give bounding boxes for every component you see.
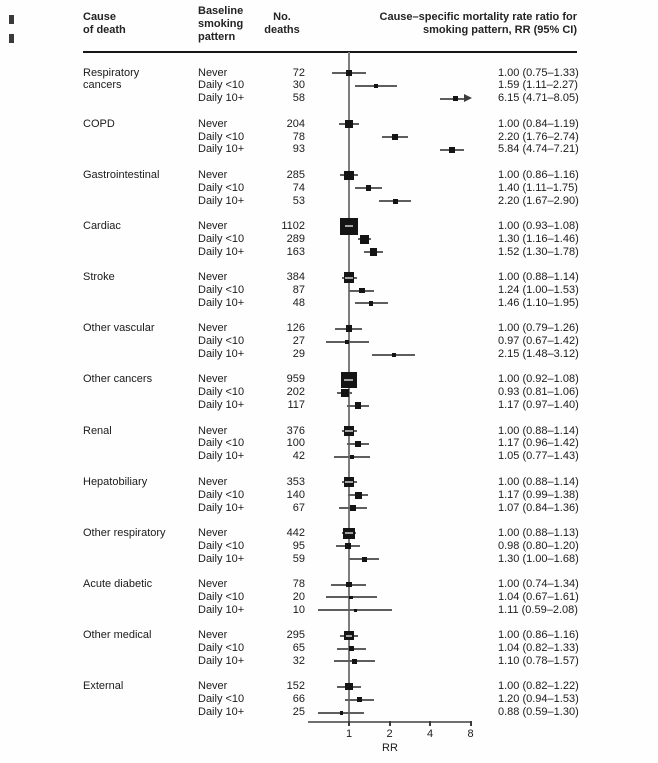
rr-value: 1.59 (1.11–2.27) [498,79,578,92]
col-header-pattern-line3: pattern [198,31,236,43]
deaths-value: 30 [292,79,305,92]
cause-label: Stroke [83,271,115,284]
rr-value: 1.17 (0.99–1.38) [498,488,579,501]
cause-label: Hepatobiliary [83,475,148,488]
col-header-deaths-line1: No. [273,11,291,23]
pattern-label: Daily 10+ [198,399,245,412]
rr-value: 1.00 (0.88–1.13) [498,526,579,539]
deaths-value: 32 [292,654,305,667]
deaths-value: 78 [292,130,305,143]
pattern-label: Never [198,629,228,642]
axis-tick [470,721,472,726]
rr-marker [345,120,353,128]
col-header-cause-line2: of death [83,24,126,36]
pattern-label: Daily 10+ [198,348,245,361]
rr-value: 1.00 (0.74–1.34) [498,578,579,590]
cause-label: COPD [83,117,115,130]
deaths-value: 42 [292,450,305,463]
cause-label: External [83,680,124,693]
deaths-value: 29 [292,348,305,361]
rr-value: 2.20 (1.67–2.90) [498,194,579,207]
pattern-label: Daily <10 [198,79,245,92]
deaths-value: 204 [286,117,305,130]
pattern-label: Never [198,322,228,335]
pattern-label: Daily <10 [198,437,245,450]
deaths-value: 959 [286,373,305,386]
x-axis-label: RR [382,742,398,754]
deaths-value: 117 [287,399,305,412]
pattern-label: Daily 10+ [198,92,245,105]
rr-value: 1.52 (1.30–1.78) [498,245,579,258]
rr-marker [349,596,353,600]
deaths-value: 202 [286,386,305,399]
pattern-label: Daily <10 [198,130,245,143]
deaths-value: 25 [292,706,305,719]
pattern-label: Never [198,117,228,130]
rr-marker [345,683,352,690]
pattern-label: Daily <10 [198,386,245,399]
deaths-value: 65 [292,642,305,655]
rr-marker [346,325,353,332]
pattern-label: Never [198,680,228,693]
pattern-label: Daily <10 [198,284,245,296]
cause-label: Renal [83,424,112,437]
pattern-label: Never [198,373,228,386]
col-header-cause-line1: Cause [83,11,117,23]
cause-label: Acute diabetic [83,578,153,590]
cause-label: Cardiac [83,219,121,232]
rr-value: 1.00 (0.82–1.22) [498,680,579,693]
deaths-value: 27 [292,335,305,348]
rr-value: 6.15 (4.71–8.05) [498,92,579,105]
rr-marker [346,582,352,588]
rr-value: 1.00 (0.88–1.14) [498,424,579,437]
deaths-value: 58 [292,92,305,105]
rr-value: 1.00 (0.86–1.16) [498,629,579,642]
pattern-label: Daily 10+ [198,552,245,565]
deaths-value: 10 [292,603,305,616]
left-margin-artifact [9,34,14,43]
deaths-value: 442 [286,526,305,539]
deaths-value: 74 [292,181,305,194]
deaths-value: 93 [292,143,305,156]
col-header-pattern-line1: Baseline [198,5,244,17]
pattern-label: Never [198,475,228,488]
deaths-value: 289 [286,232,305,245]
deaths-value: 285 [286,168,305,181]
rr-value: 1.07 (0.84–1.36) [498,501,579,514]
rr-value: 1.17 (0.97–1.40) [498,399,579,412]
deaths-value: 353 [286,475,305,488]
rr-value: 2.20 (1.76–2.74) [498,130,579,143]
deaths-value: 20 [292,590,305,603]
pattern-label: Never [198,271,228,284]
axis-tick-label: 4 [426,728,434,740]
rr-marker [393,199,398,204]
rr-marker [346,70,351,75]
rr-value: 1.40 (1.11–1.75) [498,181,578,194]
cause-label: cancers [83,79,122,92]
rr-value: 1.05 (0.77–1.43) [498,450,579,463]
rr-marker [345,543,351,549]
pattern-label: Daily <10 [198,335,245,348]
ci-line-overlay [345,225,354,227]
rr-marker [355,492,362,499]
pattern-label: Never [198,219,228,232]
cause-label: Other cancers [83,373,153,386]
rr-value: 1.20 (0.94–1.53) [498,693,579,706]
rr-value: 1.00 (0.75–1.33) [498,66,579,79]
rr-value: 1.24 (1.00–1.53) [498,284,579,296]
header-separator-line [83,51,577,53]
left-margin-artifact [9,15,14,24]
rr-marker [453,96,458,101]
rr-marker [350,505,355,510]
rr-value: 0.97 (0.67–1.42) [498,335,579,348]
rr-value: 1.46 (1.10–1.95) [498,296,579,309]
rr-value: 1.30 (1.00–1.68) [498,552,579,565]
rr-marker [362,557,367,562]
axis-tick-label: 8 [467,728,474,740]
rr-marker [374,84,378,88]
pattern-label: Daily <10 [198,590,245,603]
rr-marker [392,134,398,140]
cause-label: Respiratory [83,66,140,79]
rr-marker [449,147,455,153]
deaths-value: 100 [286,437,305,450]
rr-value: 1.11 (0.59–2.08) [498,603,578,616]
rr-marker [357,697,362,702]
cause-label: Gastrointestinal [83,168,160,181]
rr-value: 1.00 (0.93–1.08) [498,219,579,232]
pattern-label: Daily <10 [198,488,245,501]
pattern-label: Never [198,578,228,590]
rr-marker [355,441,361,447]
axis-tick [429,721,431,726]
deaths-value: 72 [292,66,305,79]
deaths-value: 1102 [281,219,305,232]
deaths-value: 152 [286,680,305,693]
rr-marker [370,248,378,256]
pattern-label: Daily 10+ [198,603,245,616]
rr-marker [360,235,369,244]
rr-marker [349,646,354,651]
pattern-label: Daily <10 [198,642,245,655]
deaths-value: 78 [292,578,305,590]
pattern-label: Daily 10+ [198,296,245,309]
deaths-value: 295 [286,629,305,642]
pattern-label: Daily <10 [198,232,245,245]
pattern-label: Daily <10 [198,539,245,552]
axis-tick-label: 1 [345,728,353,740]
axis-tick [348,721,350,726]
rr-marker [352,659,356,663]
deaths-value: 140 [286,488,305,501]
ci-line-overlay [346,635,353,637]
deaths-value: 384 [286,271,305,284]
rr-marker [350,455,355,460]
rr-value: 1.00 (0.88–1.14) [498,475,579,488]
rr-value: 1.10 (0.78–1.57) [498,654,579,667]
deaths-value: 66 [292,693,305,706]
pattern-label: Daily 10+ [198,654,245,667]
ci-line-overlay [345,430,353,432]
rr-value: 1.00 (0.79–1.26) [498,322,579,335]
col-header-rr-title-line1: Cause–specific mortality rate ratio for [379,11,577,23]
rr-marker [341,389,349,397]
rr-marker [355,402,362,409]
deaths-value: 53 [292,194,305,207]
deaths-value: 163 [286,245,305,258]
pattern-label: Never [198,168,228,181]
rr-value: 2.15 (1.48–3.12) [498,348,579,361]
rr-marker [354,609,357,612]
pattern-label: Never [198,66,228,79]
ci-line-overlay [345,277,353,279]
col-header-rr-title-line2: smoking pattern, RR (95% CI) [422,24,577,36]
deaths-value: 87 [292,284,305,296]
pattern-label: Daily 10+ [198,143,245,156]
deaths-value: 67 [292,501,305,514]
axis-tick-label: 2 [386,728,393,740]
rr-marker [359,288,365,294]
rr-value: 1.00 (0.92–1.08) [498,373,579,386]
rr-value: 1.00 (0.88–1.14) [498,271,579,284]
rr-value: 5.84 (4.74–7.21) [498,143,579,156]
deaths-value: 48 [292,296,305,309]
col-header-pattern-line2: smoking [198,18,244,30]
rr-value: 0.88 (0.59–1.30) [498,706,579,719]
pattern-label: Daily 10+ [198,245,245,258]
pattern-label: Daily 10+ [198,501,245,514]
rr-value: 1.00 (0.86–1.16) [498,168,579,181]
pattern-label: Daily 10+ [198,706,245,719]
rr-marker [392,353,396,357]
ci-line-overlay [344,379,353,381]
axis-tick [389,721,391,726]
pattern-label: Daily 10+ [198,450,245,463]
rr-marker [340,711,344,715]
rr-marker [369,301,374,306]
deaths-value: 59 [292,552,305,565]
ci-line-overlay [345,532,353,534]
rr-value: 1.30 (1.16–1.46) [498,232,579,245]
rr-value: 1.00 (0.84–1.19) [498,117,579,130]
rr-value: 1.17 (0.96–1.42) [498,437,579,450]
rr-marker [366,185,372,191]
rr-value: 1.04 (0.67–1.61) [498,590,579,603]
cause-label: Other medical [83,629,152,642]
cause-label: Other vascular [83,322,155,335]
ci-line-overlay [345,481,352,483]
rr-marker [345,340,349,344]
rr-value: 1.04 (0.82–1.33) [498,642,579,655]
pattern-label: Never [198,526,228,539]
rr-value: 0.98 (0.80–1.20) [498,539,579,552]
pattern-label: Daily <10 [198,181,245,194]
cause-label: Other respiratory [83,526,166,539]
col-header-deaths-line2: deaths [264,24,300,36]
pattern-label: Never [198,424,228,437]
deaths-value: 376 [286,424,305,437]
pattern-label: Daily 10+ [198,194,245,207]
pattern-label: Daily <10 [198,693,245,706]
rr-value: 0.93 (0.81–1.06) [498,386,579,399]
rr-marker [344,171,353,180]
deaths-value: 126 [286,322,305,335]
deaths-value: 95 [292,539,305,552]
arrow-right-icon [464,94,472,102]
